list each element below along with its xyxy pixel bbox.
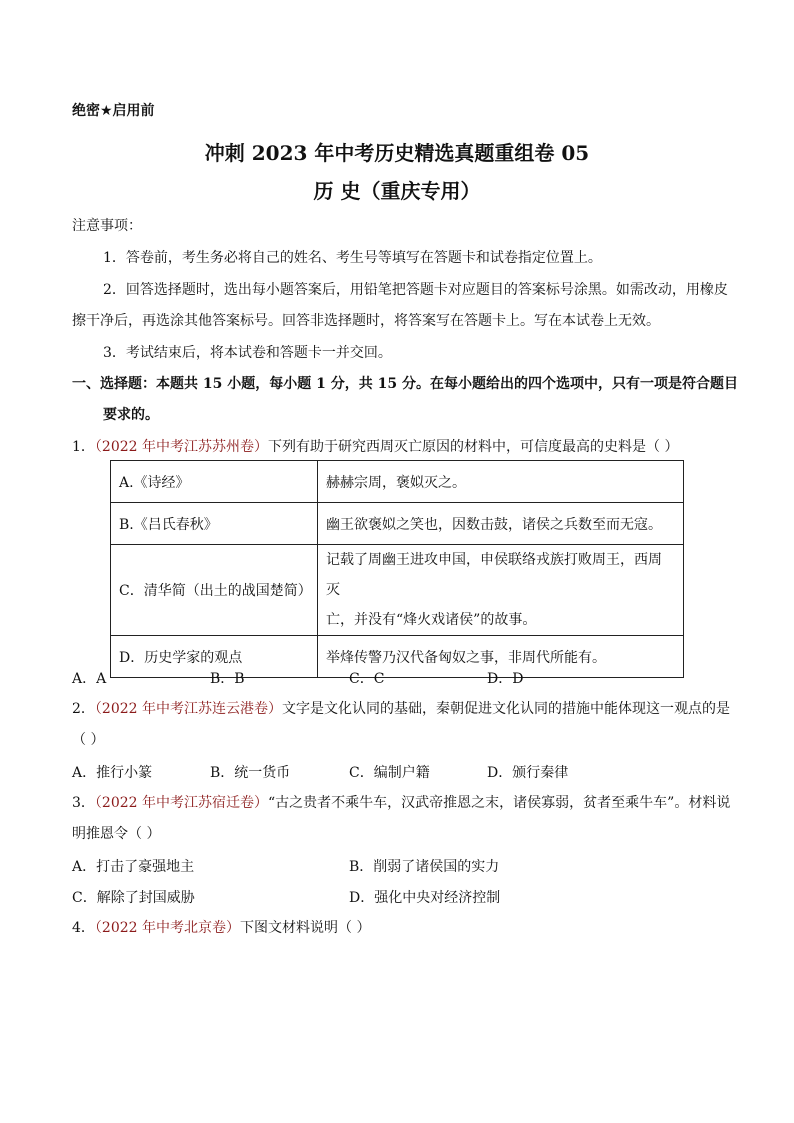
question-4-source: （2022 年中考北京卷） (94, 920, 241, 936)
table-cell-content (318, 545, 684, 636)
notes-heading: 注意事项： (72, 218, 142, 234)
question-2-answer-b: B．统一货币 (210, 765, 291, 781)
question-2-answer-c: C．编制户籍 (349, 765, 430, 781)
question-1-stem (72, 437, 678, 457)
question-2-answer-d: D．颁行秦律 (487, 765, 569, 781)
table-cell-option: B.《吕氏春秋》 (111, 503, 318, 545)
question-1-source: （2022 年中考江苏苏州卷） (94, 439, 269, 455)
question-1-answer-d: D．D (487, 671, 524, 687)
question-2-source: （2022 年中考江苏连云港卷） (94, 701, 283, 717)
exam-title: 冲刺 2023 年中考历史精选真题重组卷 05 (204, 141, 590, 165)
table-cell-content: 举烽传警乃汉代备匈奴之事，非周代所能有。 (318, 636, 684, 678)
question-4-text: 下图文材料说明（ ） (240, 920, 371, 936)
table-row (111, 503, 684, 545)
question-2-stem-line2: （ ） (72, 732, 105, 748)
question-3-answer-a: A．打击了豪强地主 (72, 859, 195, 875)
question-3-number: 3． (72, 795, 95, 811)
note-item-3: 3．考试结束后，将本试卷和答题卡一并交回。 (103, 345, 392, 361)
section1-instructions-line2: 要求的。 (103, 407, 159, 423)
table-row (111, 636, 684, 678)
question-3-stem (72, 793, 730, 813)
question-2-text: 文字是文化认同的基础，秦朝促进文化认同的措施中能体现这一观点的是 (282, 701, 731, 717)
question-1-answer-c: C．C (349, 671, 385, 687)
table-cell-content: 幽王欲褒姒之笑也，因数击鼓，诸侯之兵数至而无寇。 (318, 503, 684, 545)
question-3-answer-b: B．削弱了诸侯国的实力 (349, 859, 500, 875)
question-3-stem-line2: 明推恩令（ ） (72, 826, 161, 842)
question-3-answer-c: C．解除了封国威胁 (72, 890, 195, 906)
note-item-2-line2: 擦干净后，再选涂其他答案标号。回答非选择题时，将答案写在答题卡上。写在本试卷上无效。 (72, 313, 660, 329)
question-2-answer-a: A．推行小篆 (72, 765, 153, 781)
exam-subtitle: 历 史（重庆专用） (313, 179, 481, 203)
note-item-2-line1: 2．回答选择题时，选出每小题答案后，用铅笔把答题卡对应题目的答案标号涂黑。如需改动，用橡皮 (103, 282, 728, 298)
question-1-text: 下列有助于研究西周灭亡原因的材料中，可信度最高的史料是（ ） (268, 439, 679, 455)
note-item-1: 1．答卷前，考生务必将自己的姓名、考生号等填写在答题卡和试卷指定位置上。 (103, 250, 602, 266)
table-row (111, 461, 684, 503)
question-1-answer-b: B．B (210, 671, 245, 687)
question-3-text: “古之贵者不乘牛车，汉武帝推恩之末，诸侯寡弱，贫者至乘牛车”。材料说 (268, 795, 731, 811)
section1-instructions-line1: 一、选择题：本题共 15 小题，每小题 1 分，共 15 分。在每小题给出的四个选项中，只有一项是符合题目 (72, 376, 738, 392)
question-4-number: 4． (72, 920, 95, 936)
question-1-number: 1． (72, 439, 95, 455)
question-1-options-table (110, 460, 684, 678)
table-cell-content-line1: 记载了周幽王进攻申国，申侯联络戎族打败周王，西周灭 (326, 552, 662, 598)
table-cell-content-line2: 亡，并没有“烽火戏诸侯”的故事。 (326, 612, 537, 628)
question-3-answer-d: D．强化中央对经济控制 (349, 890, 501, 906)
question-4-stem (72, 918, 370, 938)
question-3-source: （2022 年中考江苏宿迁卷） (94, 795, 269, 811)
table-row (111, 545, 684, 636)
question-2-stem (72, 699, 730, 719)
question-1-answer-a: A．A (72, 671, 107, 687)
table-cell-option: D．历史学家的观点 (111, 636, 318, 678)
table-cell-option: C．清华简（出土的战国楚简） (111, 545, 318, 636)
table-cell-option: A.《诗经》 (111, 461, 318, 503)
question-2-number: 2． (72, 701, 95, 717)
secret-label: 绝密★启用前 (72, 103, 155, 119)
table-cell-content: 赫赫宗周，褒姒灭之。 (318, 461, 684, 503)
